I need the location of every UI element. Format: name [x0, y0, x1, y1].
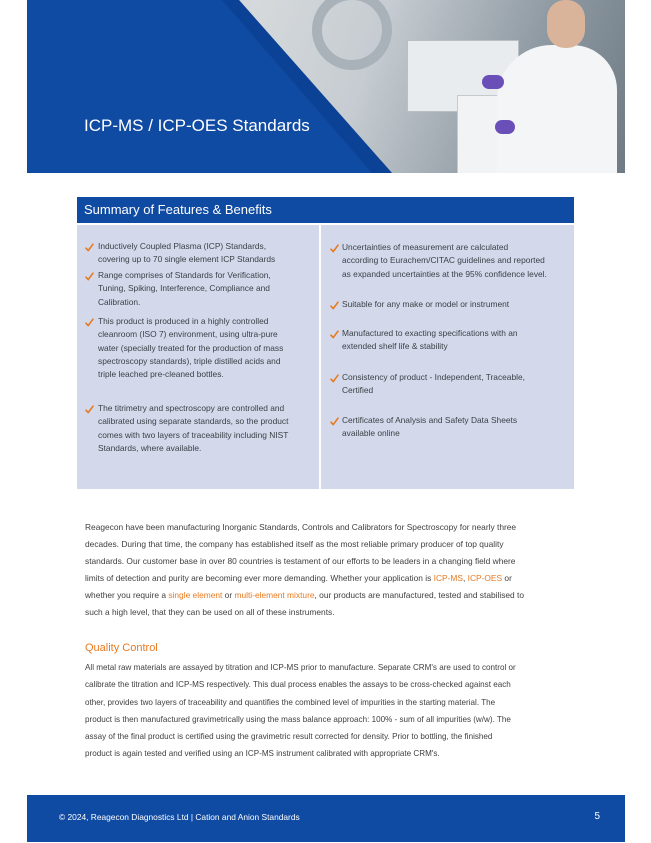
feature-item: Uncertainties of measurement are calculated according to Eurachem/CITAC guidelines and reported as expanded uncertainties at the 95% confidence level.	[342, 242, 547, 279]
checkmark-icon	[85, 243, 94, 252]
footer-copyright: © 2024, Reagecon Diagnostics Ltd | Cation and Anion Standards	[59, 812, 300, 822]
page-number: 5	[594, 811, 600, 822]
feature-item: The titrimetry and spectroscopy are controlled and calibrated using separate standards, so the product comes with two layers of traceability including NIST Standards, where available.	[98, 403, 289, 453]
checkmark-icon	[330, 301, 339, 310]
feature-item: Range comprises of Standards for Verification, Tuning, Spiking, Interference, Compliance and Calibration.	[98, 270, 271, 307]
link-single-element[interactable]: single element	[168, 589, 223, 600]
feature-item: Certificates of Analysis and Safety Data Sheets available online	[342, 415, 518, 439]
quality-control-heading: Quality Control	[85, 642, 158, 654]
intro-paragraph: Reagecon have been manufacturing Inorganic Standards, Controls and Calibrators for Spectroscopy for nearly three decades. During that time, the company has established itself as the most reliable primary producer of top quality standards. Our customer base in over 80 countries is testament of our efforts to be leaders in a changing field where limits of detection and purity are becoming ever more demanding. Whether your application is ICP-MS, ICP-OES or whether you require a single element or multi-element mixture, our products are manufactured, tested and stabilised to such a high level, that they can be used on all of these instruments.	[85, 522, 525, 617]
header-banner	[27, 0, 625, 173]
feature-item: Consistency of product - Independent, Traceable, Certified	[342, 372, 525, 396]
features-heading: Summary of Features & Benefits	[77, 197, 574, 223]
checkmark-icon	[330, 330, 339, 339]
link-icp-oes[interactable]: ICP-OES	[467, 572, 503, 583]
checkmark-icon	[330, 244, 339, 253]
link-icp-ms[interactable]: ICP-MS	[433, 572, 463, 583]
checkmark-icon	[85, 405, 94, 414]
footer-bar	[27, 795, 625, 842]
checkmark-icon	[330, 374, 339, 383]
feature-item: Inductively Coupled Plasma (ICP) Standards, covering up to 70 single element ICP Standards	[98, 241, 276, 265]
checkmark-icon	[85, 318, 94, 327]
quality-control-paragraph: All metal raw materials are assayed by titration and ICP-MS prior to manufacture. Separate CRM's are used to control or calibrate the titration and ICP-MS respectively. This dual process enables the assays to be cross-checked against each other, provides two layers of traceability and quantifies the combined level of impurities in the starting material. The product is then manufactured gravimetrically using the mass balance approach: 100% - sum of all impurities (w/w). The assay of the final product is certified using the gravimetric result corrected for density. Prior to bottling, the finished product is again tested and verified using an ICP-MS instrument calibrated with appropriate CRM's.	[85, 663, 516, 759]
checkmark-icon	[85, 272, 94, 281]
feature-item: Suitable for any make or model or instrument	[342, 299, 510, 309]
features-divider	[319, 225, 321, 489]
feature-item: This product is produced in a highly controlled cleanroom (ISO 7) environment, using ultra-pure water (specially treated for the production of mass spectroscopy standards), triple distilled acids and triple leached pre-cleaned bottles.	[98, 316, 284, 380]
page-title: ICP-MS / ICP-OES Standards	[84, 116, 310, 135]
link-multi-element-mixture[interactable]: multi-element mixture	[234, 589, 315, 600]
feature-item: Manufactured to exacting specifications with an extended shelf life & stability	[342, 328, 518, 352]
checkmark-icon	[330, 417, 339, 426]
